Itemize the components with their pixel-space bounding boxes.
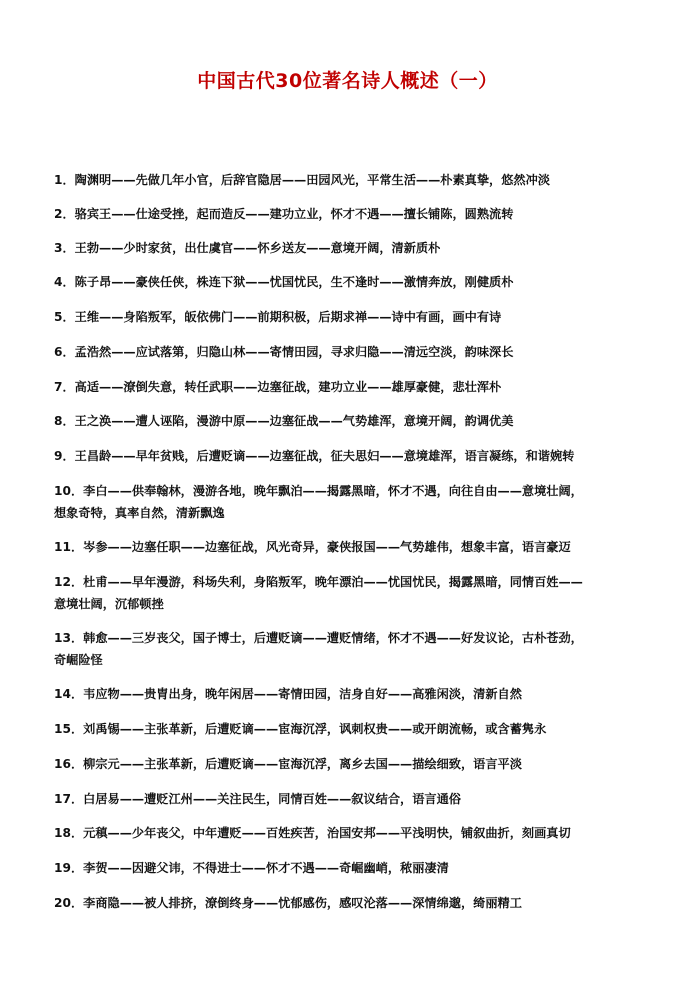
entry-line: 奇崛险怪: [54, 653, 103, 667]
list-item: [54, 410, 654, 432]
list-item: [54, 169, 654, 191]
entry-line: 5．王维——身陷叛军，皈依佛门——前期积极，后期求禅——诗中有画，画中有诗: [54, 310, 502, 324]
list-item: [54, 753, 654, 775]
list-item: [54, 376, 654, 398]
entry-line: 17．白居易——遭贬江州——关注民生，同情百姓——叙议结合，语言通俗: [54, 792, 461, 806]
list-item: [54, 627, 654, 671]
list-item: [54, 237, 654, 259]
entry-line: 1．陶渊明——先做几年小官，后辞官隐居——田园风光，平常生活——朴素真挚，悠然冲淡: [54, 173, 550, 187]
list-item: [54, 892, 654, 914]
entry-line: 2．骆宾王——仕途受挫，起而造反——建功立业，怀才不遇——擅长铺陈，圆熟流转: [54, 207, 514, 221]
list-item: [54, 857, 654, 879]
entry-line: 6．孟浩然——应试落第，归隐山林——寄情田园，寻求归隐——清远空淡，韵味深长: [54, 345, 514, 359]
entry-line: 4．陈子昂——豪侠任侠，株连下狱——忧国忧民，生不逢时——激情奔放，刚健质朴: [54, 275, 514, 289]
list-item: [54, 480, 654, 524]
entry-line: 11．岑参——边塞任职——边塞征战，风光奇异，豪侠报国——气势雄伟，想象丰富，语言豪迈: [54, 540, 571, 554]
entry-line: 12．杜甫——早年漫游，科场失利，身陷叛军，晚年漂泊——忧国忧民，揭露黑暗，同情百姓——: [54, 575, 583, 589]
entry-line: 7．高适——潦倒失意，转任武职——边塞征战，建功立业——雄厚豪健，悲壮浑朴: [54, 380, 502, 394]
entry-line: 想象奇特，真率自然，清新飘逸: [54, 506, 225, 520]
entry-line: 16．柳宗元——主张革新，后遭贬谪——宦海沉浮，离乡去国——描绘细致，语言平淡: [54, 757, 522, 771]
list-item: [54, 271, 654, 293]
entry-line: 9．王昌龄——早年贫贱，后遭贬谪——边塞征战，征夫思妇——意境雄浑，语言凝练，和谐婉转: [54, 449, 575, 463]
list-item: [54, 683, 654, 705]
entry-line: 10．李白——供奉翰林，漫游各地，晚年飘泊——揭露黑暗，怀才不遇，向往自由——意境壮阔，: [54, 484, 583, 498]
document-title: 中国古代30位著名诗人概述（一）: [197, 70, 498, 92]
list-item: [54, 536, 654, 558]
entry-line: 14．韦应物——贵胄出身，晚年闲居——寄情田园，洁身自好——高雅闲淡，清新自然: [54, 687, 522, 701]
entry-line: 意境壮阔，沉郁顿挫: [54, 597, 164, 611]
list-item: [54, 445, 654, 467]
list-item: [54, 341, 654, 363]
entry-line: 18．元稹——少年丧父，中年遭贬——百姓疾苦，治国安邦——平浅明快，铺叙曲折，刻画真切: [54, 826, 571, 840]
entry-line: 13．韩愈——三岁丧父，国子博士，后遭贬谪——遭贬情绪，怀才不遇——好发议论，古朴苍劲，: [54, 631, 583, 645]
list-item: [54, 571, 654, 615]
list-item: [54, 306, 654, 328]
entry-line: 19．李贺——因避父讳，不得进士——怀才不遇——奇崛幽峭，秾丽凄清: [54, 861, 449, 875]
entry-line: 8．王之涣——遭人诬陷，漫游中原——边塞征战——气势雄浑，意境开阔，韵调优美: [54, 414, 514, 428]
entry-line: 3．王勃——少时家贫，出仕虞官——怀乡送友——意境开阔，清新质朴: [54, 241, 441, 255]
list-item: [54, 788, 654, 810]
list-item: [54, 822, 654, 844]
list-item: [54, 718, 654, 740]
entry-line: 20．李商隐——被人排挤，潦倒终身——忧郁感伤，感叹沦落——深情绵邈，绮丽精工: [54, 896, 522, 910]
entry-line: 15．刘禹锡——主张革新，后遭贬谪——宦海沉浮，讽刺权贵——或开朗流畅，或含蓄隽永: [54, 722, 547, 736]
list-item: [54, 203, 654, 225]
